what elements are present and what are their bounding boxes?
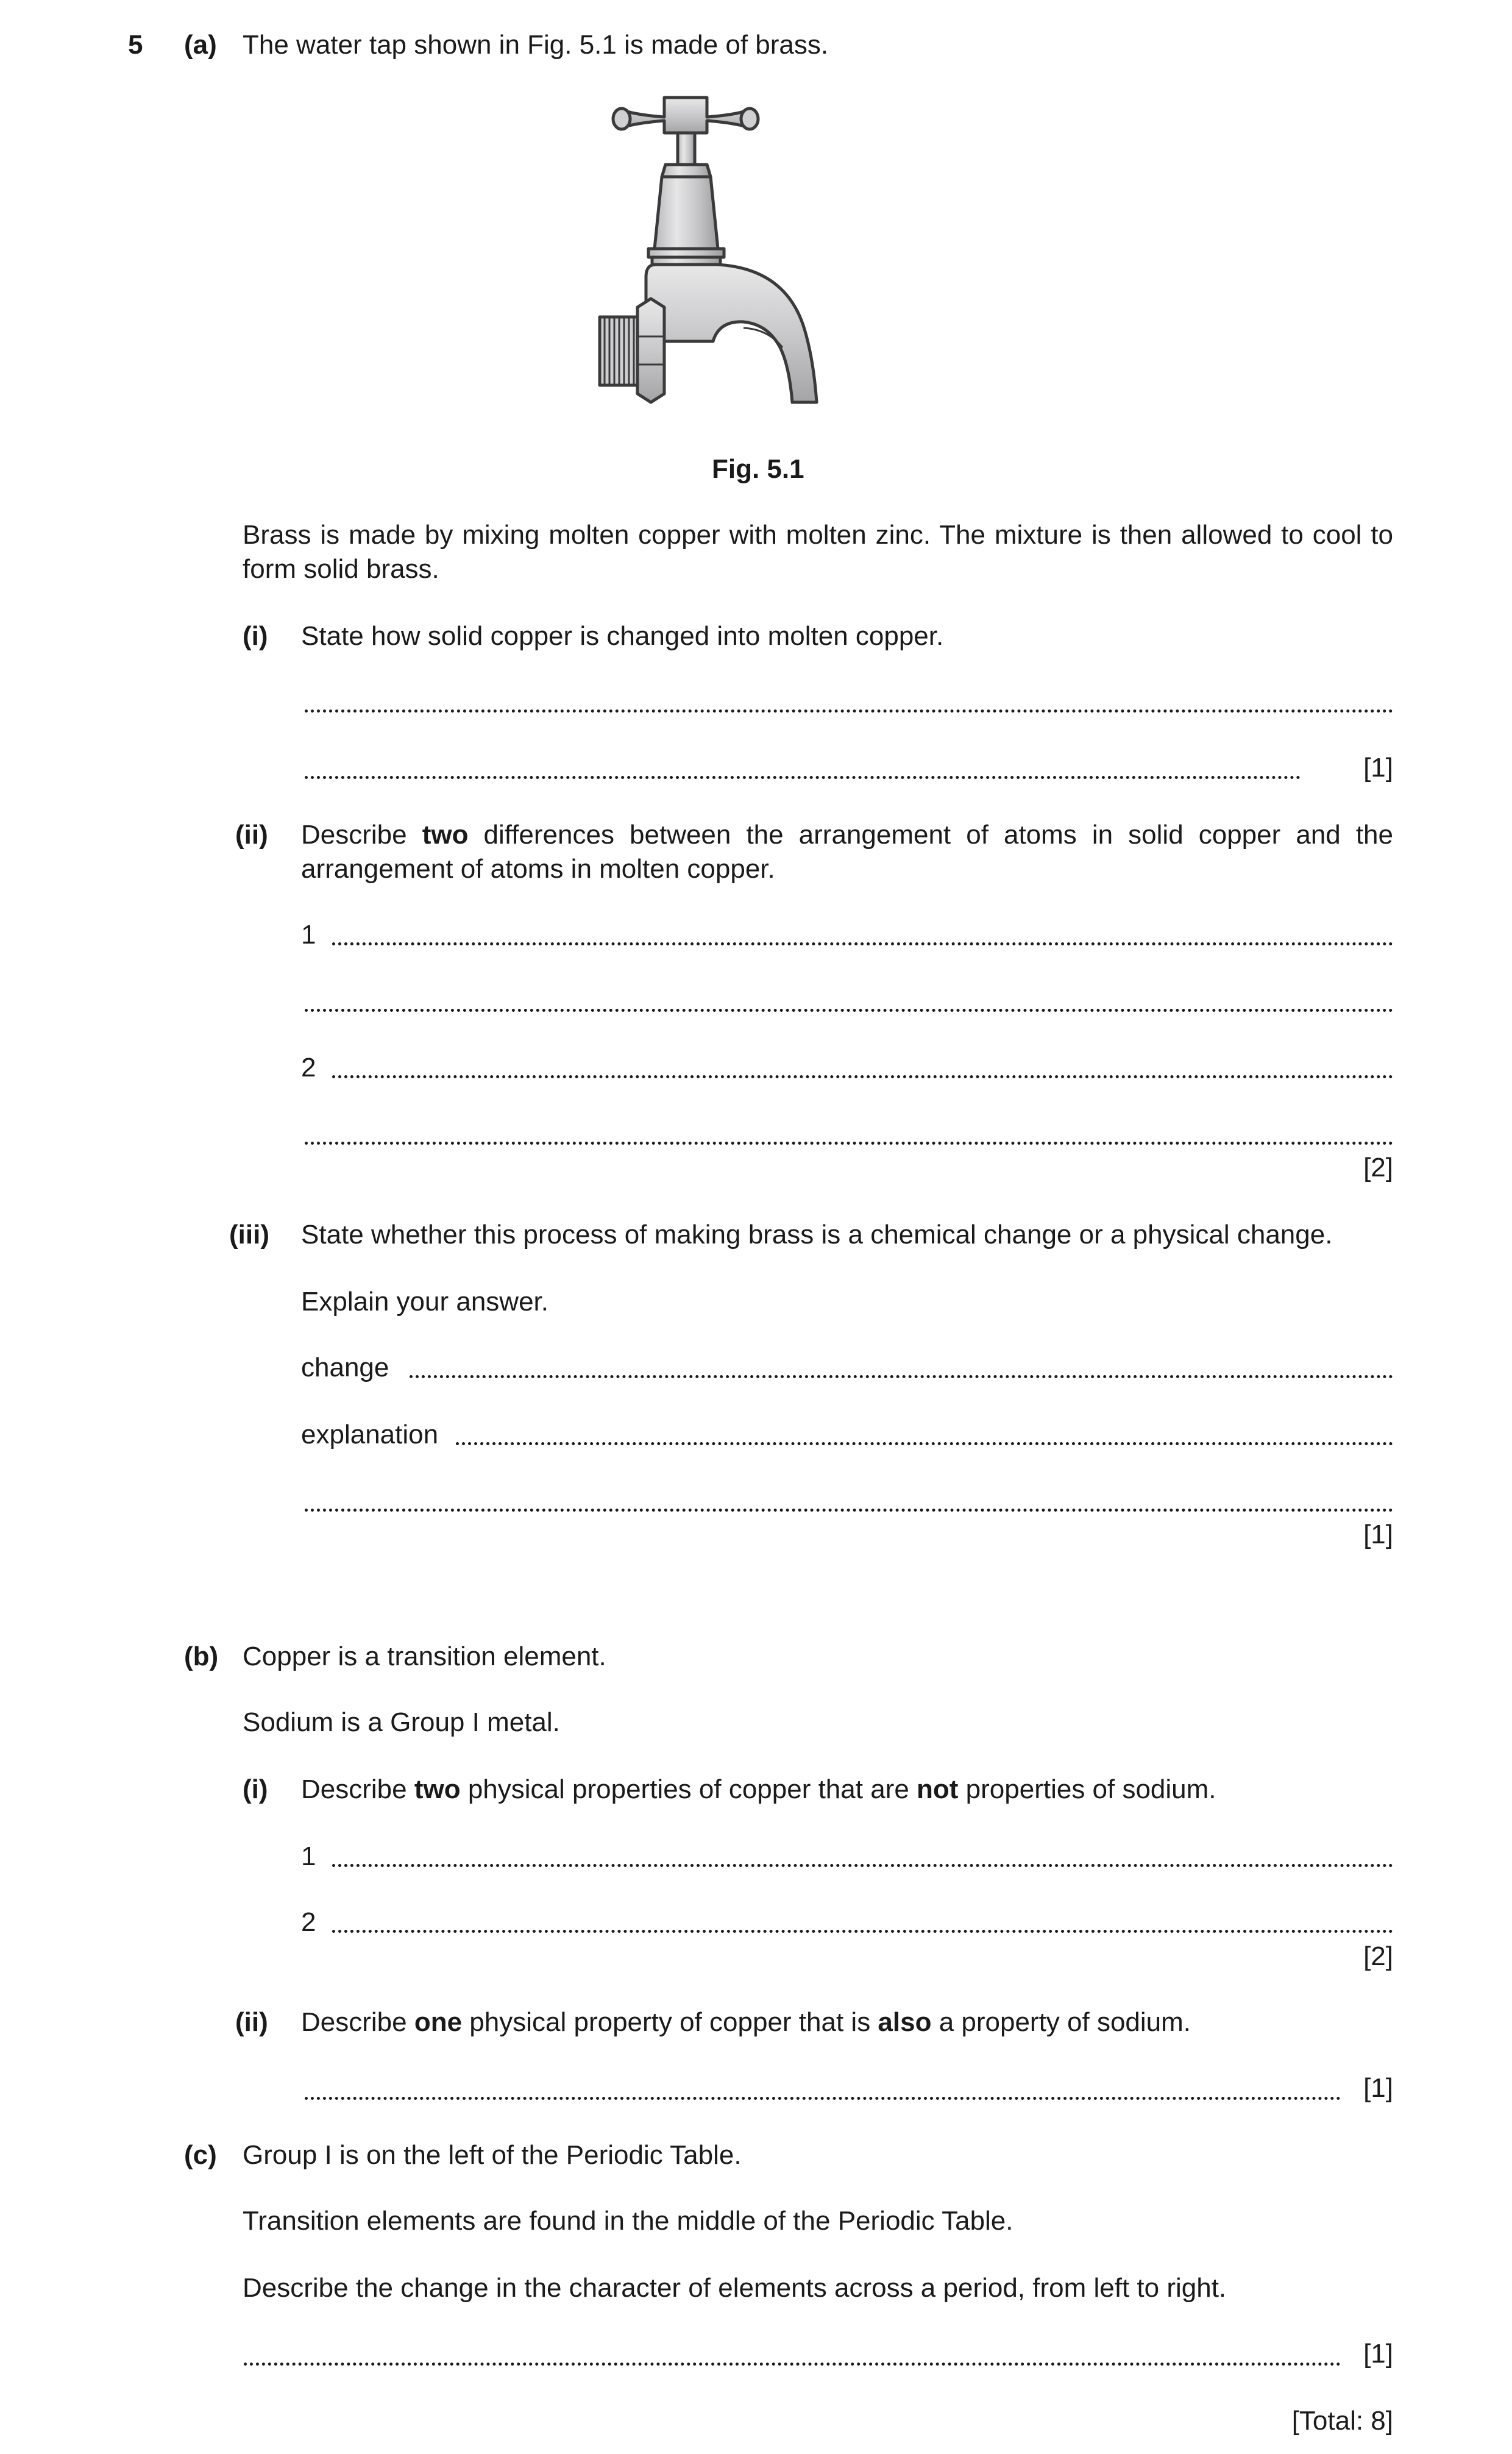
part-b-label: (b) xyxy=(184,1641,219,1671)
part-a-iii-question: State whether this process of making brass is a chemical change or a physical change. xyxy=(301,1220,1333,1250)
part-b-line-1: Copper is a transition element. xyxy=(243,1641,606,1671)
mark-allocation: [1] xyxy=(1363,753,1393,783)
part-a-ii-question: Describe two differences between the arrangement of atoms in solid copper and the arrangement of atoms in molten copper. xyxy=(301,820,1393,884)
mark-allocation: [1] xyxy=(1363,2339,1393,2369)
total-marks: [Total: 8] xyxy=(1291,2406,1393,2436)
answer-line[interactable] xyxy=(305,710,1393,713)
part-a-intro: The water tap shown in Fig. 5.1 is made of brass. xyxy=(243,30,829,60)
answer-line[interactable] xyxy=(456,1442,1393,1445)
part-b-i-label: (i) xyxy=(243,1774,268,1804)
answer-line[interactable] xyxy=(244,2363,1341,2366)
change-label: change xyxy=(301,1353,389,1382)
explanation-label: explanation xyxy=(301,1420,439,1449)
answer-line[interactable] xyxy=(410,1375,1393,1378)
answer-line[interactable] xyxy=(305,1142,1393,1145)
part-b-ii-question: Describe one physical property of copper that is also a property of sodium. xyxy=(301,2007,1191,2037)
part-c-line-1: Group I is on the left of the Periodic Table. xyxy=(243,2140,742,2170)
water-tap-illustration xyxy=(597,85,926,427)
part-a-label: (a) xyxy=(184,30,217,60)
part-a-i-question: State how solid copper is changed into molten copper. xyxy=(301,621,944,651)
answer-number: 2 xyxy=(301,1053,316,1083)
part-b-i-question: Describe two physical properties of copper that are not properties of sodium. xyxy=(301,1774,1216,1804)
part-c-question: Describe the change in the character of elements across a period, from left to right. xyxy=(243,2273,1227,2303)
answer-number: 1 xyxy=(301,920,316,950)
question-number: 5 xyxy=(128,30,143,60)
answer-line[interactable] xyxy=(332,1864,1393,1867)
answer-line[interactable] xyxy=(305,1509,1393,1512)
mark-allocation: [1] xyxy=(1363,2073,1393,2103)
mark-allocation: [2] xyxy=(1363,1153,1393,1183)
part-a-ii-label: (ii) xyxy=(235,820,268,850)
mark-allocation: [2] xyxy=(1363,1941,1393,1971)
context-paragraph: Brass is made by mixing molten copper with molten zinc. The mixture is then allowed to cool to form solid brass. xyxy=(243,520,1393,584)
answer-number: 1 xyxy=(301,1841,316,1871)
answer-line[interactable] xyxy=(332,1075,1393,1078)
answer-line[interactable] xyxy=(332,1930,1393,1933)
answer-line[interactable] xyxy=(305,1009,1393,1012)
figure-caption: Fig. 5.1 xyxy=(712,454,804,484)
answer-line[interactable] xyxy=(305,776,1301,779)
mark-allocation: [1] xyxy=(1363,1520,1393,1549)
part-c-line-2: Transition elements are found in the middle of the Periodic Table. xyxy=(243,2206,1013,2236)
part-b-ii-label: (ii) xyxy=(235,2007,268,2037)
part-a-iii-label: (iii) xyxy=(229,1220,269,1250)
part-c-label: (c) xyxy=(184,2140,217,2170)
answer-line[interactable] xyxy=(305,2097,1341,2100)
part-a-i-label: (i) xyxy=(243,621,268,651)
part-a-iii-instruction: Explain your answer. xyxy=(301,1287,548,1317)
answer-number: 2 xyxy=(301,1907,316,1937)
answer-line[interactable] xyxy=(332,942,1393,945)
part-b-line-2: Sodium is a Group I metal. xyxy=(243,1707,560,1737)
